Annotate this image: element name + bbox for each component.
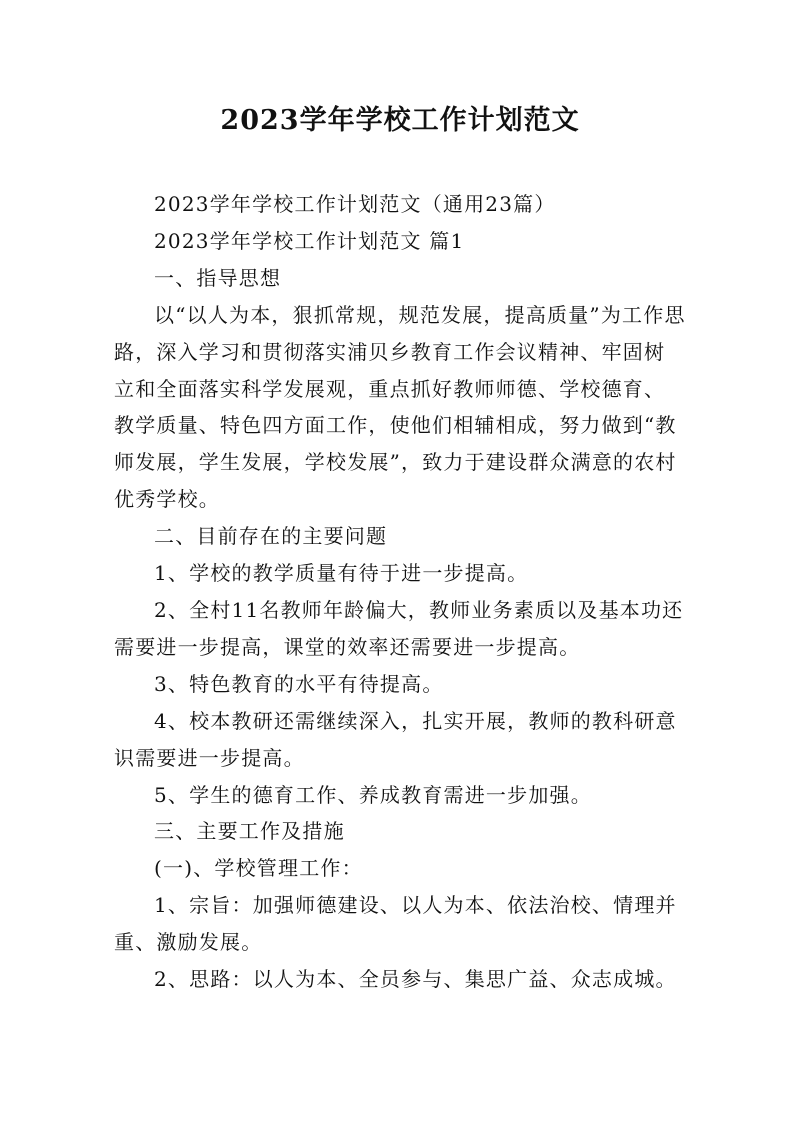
paragraph-guiding-ideology: 以“以人为本，狠抓常规，规范发展，提高质量”为工作思路，深入学习和贯彻落实浦贝乡教育工作会议精神、牢固树立和全面落实科学发展观，重点抓好教师师德、学校德育、教学质量、特色四方面工作，使他们相辅相成，努力做到“教师发展，学生发展，学校发展”，致力于建设群众满意的农村优秀学校。: [114, 302, 686, 512]
heading-main-problems: 二、目前存在的主要问题: [154, 524, 388, 549]
paragraph-problem-4: 4、校本教研还需继续深入，扎实开展，教师的教科研意识需要进一步提高。: [114, 708, 677, 770]
paragraph-subtitle: 2023学年学校工作计划范文（通用23篇）: [154, 192, 556, 216]
paragraph-problem-2: 2、全村11名教师年龄偏大，教师业务素质以及基本功还需要进一步提高，课堂的效率还需要进一步提高。: [114, 597, 684, 659]
document-body: [114, 186, 686, 998]
heading-school-management: (一)、学校管理工作：: [154, 856, 363, 881]
document-title: 2023学年学校工作计划范文: [220, 105, 580, 136]
heading-main-work: 三、主要工作及措施: [154, 819, 345, 844]
paragraph-problem-1: 1、学校的教学质量有待于进一步提高。: [154, 561, 529, 586]
heading-guiding-ideology: 一、指导思想: [154, 265, 282, 290]
paragraph-problem-3: 3、特色教育的水平有待提高。: [154, 671, 444, 696]
paragraph-management-purpose: 1、宗旨：加强师德建设、以人为本、依法治校、情理并重、激励发展。: [114, 893, 677, 955]
paragraph-section-heading: 2023学年学校工作计划范文 篇1: [154, 228, 465, 253]
paragraph-problem-5: 5、学生的德育工作、养成教育需进一步加强。: [154, 782, 592, 807]
paragraph-management-approach: 2、思路：以人为本、全员参与、集思广益、众志成城。: [154, 967, 677, 992]
